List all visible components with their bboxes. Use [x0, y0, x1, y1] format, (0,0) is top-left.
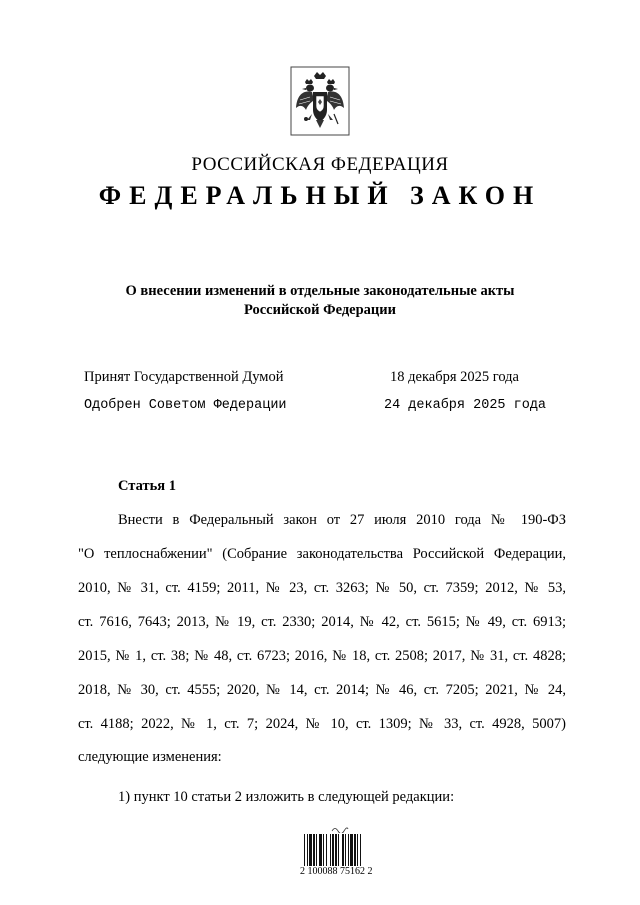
article-text-line: 2015, № 1, ст. 38; № 48, ст. 6723; 2016, № 18, ст. 2508; 2017, № 31, ст. 4828; — [78, 648, 566, 664]
barcode — [300, 826, 380, 878]
article-text-line: ст. 7616, 7643; 2013, № 19, ст. 2330; 2014, № 42, ст. 5615; № 49, ст. 6913; — [78, 614, 566, 630]
article-item-1: 1) пункт 10 статьи 2 изложить в следующей редакции: — [118, 789, 455, 805]
country-title: РОССИЙСКАЯ ФЕДЕРАЦИЯ — [191, 154, 449, 175]
article-text-line: 2010, № 31, ст. 4159; 2011, № 23, ст. 3263; № 50, ст. 7359; 2012, № 53, — [78, 580, 566, 596]
article-text-line: ст. 4188; 2022, № 1, ст. 7; 2024, № 10, ст. 1309; № 33, ст. 4928, 5007) — [78, 716, 566, 732]
article-text-line: "О теплоснабжении" (Собрание законодательства Российской Федерации, — [78, 546, 566, 562]
article-text-line: следующие изменения: — [78, 749, 222, 765]
coat-of-arms-icon — [288, 64, 352, 138]
adopted-date: 18 декабря 2025 года — [390, 369, 519, 385]
barcode-icon — [304, 834, 380, 866]
law-subject — [100, 282, 540, 320]
article-text-line: Внести в Федеральный закон от 27 июля 2010 года № 190-ФЗ — [118, 512, 566, 528]
law-subject-line-1: О внесении изменений в отдельные законодательные акты — [125, 283, 515, 299]
article-text-line: 2018, № 30, ст. 4555; 2020, № 14, ст. 2014; № 46, ст. 7205; 2021, № 24, — [78, 682, 566, 698]
document-type: ФЕДЕРАЛЬНЫЙ ЗАКОН — [98, 181, 542, 210]
approved-label: Одобрен Советом Федерации — [84, 398, 287, 413]
law-subject-line-2: Российской Федерации — [243, 302, 396, 318]
approved-date: 24 декабря 2025 года — [384, 398, 547, 413]
article-title: Статья 1 — [118, 478, 176, 494]
barcode-number: 2 100088 75162 2 — [300, 866, 373, 877]
adopted-label: Принят Государственной Думой — [84, 369, 284, 385]
